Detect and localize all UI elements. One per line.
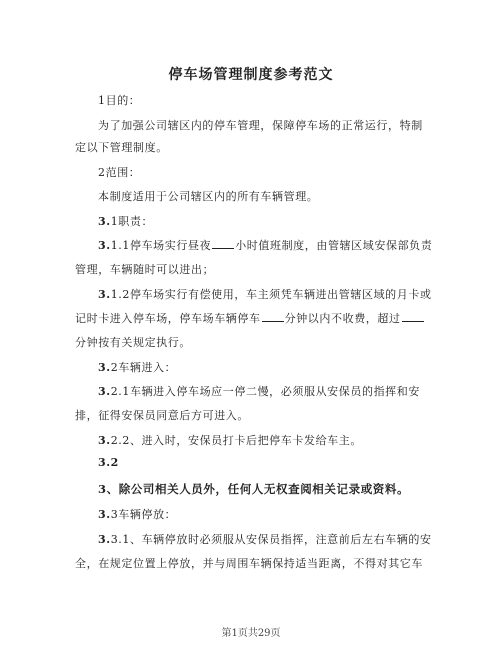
section-3-3-heading xyxy=(98,506,176,522)
section-2-heading: 2范围： xyxy=(98,166,141,179)
para-3-1-1-line-1 xyxy=(98,237,432,253)
para-3-2-1-line-2: 排，征得安保员同意后方可进入。 xyxy=(75,409,249,422)
section-1-line-1: 为了加强公司辖区内的停车管理，保障停车场的正常运行，特制 xyxy=(98,119,423,132)
para-3-1-2-line-3: 分钟按有关规定执行。 xyxy=(75,336,191,349)
fill-in-blank xyxy=(212,238,234,249)
section-text: 3车辆停放： xyxy=(110,508,177,521)
page-footer: 第1页共29页 xyxy=(221,628,281,639)
section-number: 3. xyxy=(98,508,111,521)
section-1-heading: 1目的： xyxy=(98,94,141,107)
para-3-1-2-line-1 xyxy=(98,286,432,302)
bold-notice: 3、除公司相关人员外，任何人无权查阅相关记录或资料。 xyxy=(98,482,410,496)
section-number: 3. xyxy=(98,215,111,228)
para-3-1-1-line-2: 管理，车辆随时可以进出； xyxy=(75,263,215,276)
document-title: 停车场管理制度参考范文 xyxy=(168,67,334,83)
para-text: 分钟以内不收费，超过 xyxy=(284,312,401,325)
para-3-3-1-line-2: 全，在规定位置上停放，并与周围车辆保持适当距离，不得对其它车 xyxy=(75,557,423,570)
para-number: 3. xyxy=(98,239,111,252)
para-text: 3.1、车辆停放时必须服从安保员指挥，注意前后左右车辆的安 xyxy=(110,533,432,546)
section-3-2-heading xyxy=(98,359,176,375)
para-3-2-1-line-1 xyxy=(98,383,420,399)
para-text: 2.1车辆进入停车场应一停二慢，必须服从安保员的指挥和安 xyxy=(110,385,420,398)
para-number: 3. xyxy=(98,288,111,301)
para-number: 3. xyxy=(98,533,111,546)
para-number: 3. xyxy=(98,385,111,398)
para-text: 2.2、进入时，安保员打卡后把停车卡发给车主。 xyxy=(110,434,362,447)
para-3-3-1-line-1 xyxy=(98,531,432,547)
para-3-1-2-line-2 xyxy=(75,310,425,326)
section-3-2-marker: 3.2 xyxy=(98,456,119,469)
para-number: 3. xyxy=(98,434,111,447)
section-text: 2车辆进入： xyxy=(110,361,177,374)
section-2-line-1: 本制度适用于公司辖区内的所有车辆管理。 xyxy=(98,190,319,203)
para-text: 小时值班制度，由管辖区域安保部负责 xyxy=(235,239,433,252)
section-number: 3. xyxy=(98,361,111,374)
para-3-2-2-line-1 xyxy=(98,432,362,448)
para-text: 1.2停车场实行有偿使用，车主须凭车辆进出管辖区域的月卡或 xyxy=(110,288,432,301)
fill-in-blank xyxy=(262,311,284,322)
para-text: 记时卡进入停车场，停车场车辆停车 xyxy=(75,312,261,325)
fill-in-blank xyxy=(402,311,424,322)
section-text: 1职责： xyxy=(110,215,154,228)
para-text: 1.1停车场实行昼夜 xyxy=(110,239,212,252)
section-1-line-2: 定以下管理制度。 xyxy=(75,141,168,154)
section-3-1-heading xyxy=(98,213,153,229)
